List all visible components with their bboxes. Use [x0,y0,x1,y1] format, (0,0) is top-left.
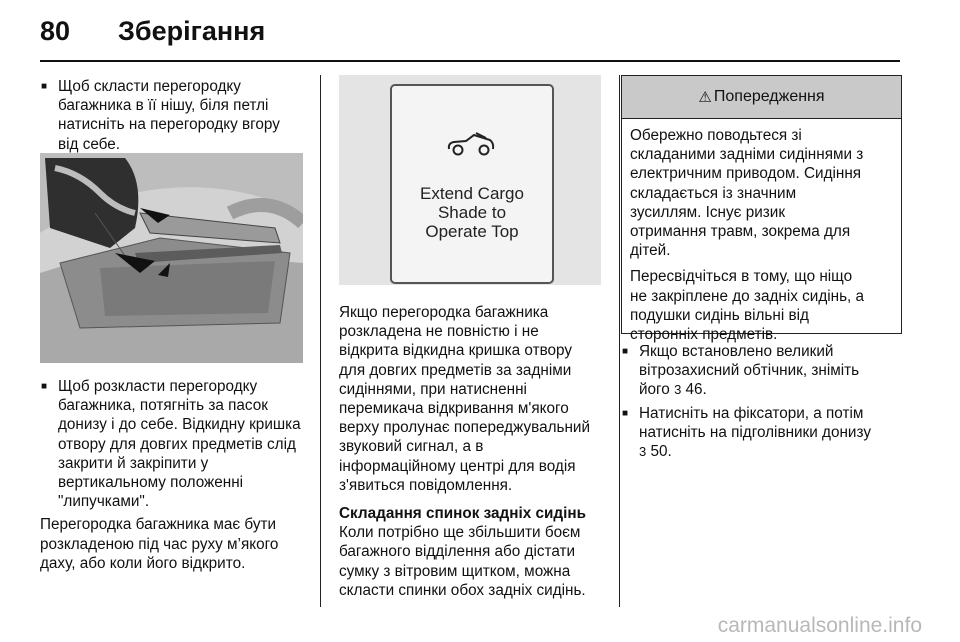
text-line: зусиллям. Існує ризик [630,203,786,221]
warning-signal-paragraph [339,303,604,495]
text-line: складається із значним [630,184,797,202]
display-message-line: Shade to [437,203,507,222]
display-message [392,184,552,241]
text-line: донизу і до себе. Відкидну кришка [58,416,301,434]
warning-header [622,76,901,119]
trunk-photo [40,153,303,363]
page-reference-number[interactable]: 46. [681,381,707,399]
bullet-unfold-partition [40,377,306,511]
text-line: сторонніх предметів. [630,326,778,344]
bullet-fold-partition [40,77,306,154]
bullet-wind-deflector [621,342,901,400]
warning-paragraph [630,267,895,344]
text-line: не закріплене до задніх сидінь, а [630,287,865,305]
text-line: Натисніть на фіксатори, а потім [639,404,864,422]
page-reference-icon[interactable]: 3 [639,444,647,460]
trunk-illustration [40,153,303,363]
text-line: з'явиться повідомлення. [339,476,513,494]
display-message-line: Operate Top [425,222,519,241]
text-line: верху пролунає попереджувальний [339,419,591,437]
text-line: вітрозахисний обтічник, зніміть [639,362,860,380]
text-line: подушки сидінь вільні від [630,306,809,324]
section-title: Зберігання [118,16,266,46]
text-line: його [639,381,675,399]
convertible-car-icon [446,131,496,157]
warning-title: Попередження [713,88,825,105]
header-rule [40,60,900,62]
text-line: інформаційному центрі для водія [339,457,576,475]
column-3 [621,342,901,461]
text-line: Коли потрібно ще збільшити боєм [339,524,581,542]
warning-box [621,75,902,344]
column-divider [619,75,620,607]
text-line: дітей. [630,242,671,260]
partition-note-paragraph [40,515,306,573]
page-reference-number[interactable]: 50. [646,443,672,461]
display-figure [339,75,601,285]
text-line: натисніть на перегородку вгору [58,116,280,134]
text-line: Якщо перегородка багажника [339,304,549,321]
text-line: скласти спинки обох задніх сидінь. [339,581,586,599]
text-line: розкладеною під час руху м’якого [40,535,279,553]
text-line: сумку з вітровим щитком, можна [339,562,571,580]
column-2 [339,303,604,600]
text-line: Щоб скласти перегородку [58,78,241,95]
watermark: carmanualsonline.info [717,614,922,637]
text-line: багажного відділення або дістати [339,543,576,561]
text-line: отвору для довгих предметів слід [58,435,296,453]
text-line: закрити й закріпити у [58,454,209,472]
text-line: отримання травм, зокрема для [630,223,851,241]
text-line: натисніть на підголівники донизу [639,423,871,441]
text-line: "липучками". [58,493,150,511]
display-message-line: Extend Cargo [420,184,524,203]
warning-body [622,119,901,344]
text-line: відкрита відкидна кришка отвору [339,342,573,360]
column-1 [40,77,306,154]
text-line: від себе. [58,135,121,153]
text-line: Пересвідчіться в тому, що ніщо [630,268,853,286]
text-line: звуковий сигнал, а в [339,438,484,456]
bullet-headrests [621,404,901,462]
text-line: вертикальному положенні [58,474,244,492]
column-divider [320,75,321,607]
info-display-screen [390,84,554,284]
text-line: для довгих предметів за задніми [339,361,572,379]
text-line: електричним приводом. Сидіння [630,165,862,183]
text-line: багажника в її нішу, біля петлі [58,97,269,115]
page-number: 80 [40,16,71,46]
text-line: даху, або коли його відкрито. [40,554,246,572]
text-line: перемикача відкривання м'якого [339,400,569,418]
subheading-rear-seats: Складання спинок задніх сидінь [339,505,587,523]
text-line: складаними задніми сидіннями з [630,146,864,164]
warning-paragraph [630,126,895,260]
page-reference-icon[interactable]: 3 [674,382,682,398]
text-line: Щоб розкласти перегородку [58,378,258,395]
text-line: розкладена не повністю і не [339,323,539,341]
rear-seats-paragraph [339,523,604,600]
text-line: багажника, потягніть за пасок [58,397,268,415]
text-line: Обережно поводьтеся зі [630,127,802,144]
text-line: Перегородка багажника має бути [40,516,277,534]
column-1-lower [40,377,306,573]
text-line: Якщо встановлено великий [639,343,834,360]
text-line: сидіннями, при натисненні [339,380,527,398]
warning-triangle-icon: ⚠ [698,89,712,106]
